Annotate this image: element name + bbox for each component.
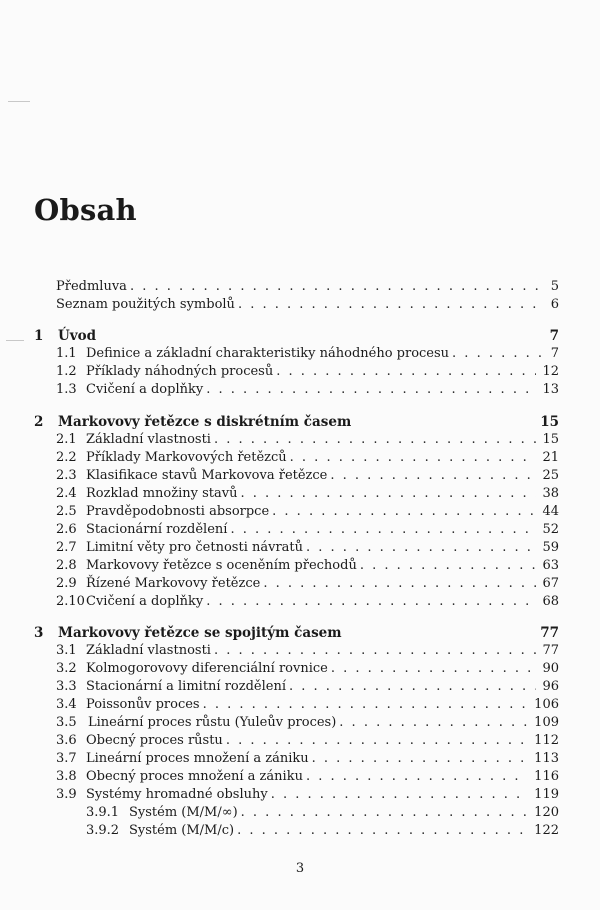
section-title: Kolmogorovovy diferenciální rovnice bbox=[86, 661, 328, 676]
section-title: Cvičení a doplňky bbox=[86, 594, 204, 609]
scan-artifact-line bbox=[6, 340, 24, 341]
section-page: 67 bbox=[542, 576, 559, 591]
section-title: Stacionární rozdělení bbox=[86, 522, 228, 537]
toc-section-3-9[interactable] bbox=[56, 787, 559, 805]
toc-section-3-6[interactable] bbox=[56, 733, 559, 751]
section-page: 25 bbox=[542, 468, 559, 483]
section-page: 96 bbox=[542, 679, 559, 694]
scan-artifact-line bbox=[8, 101, 30, 102]
toc-section-2-1[interactable] bbox=[56, 432, 559, 450]
page-title: Obsah bbox=[34, 193, 137, 227]
chapter-page: 77 bbox=[540, 625, 559, 641]
section-title: Cvičení a doplňky bbox=[86, 382, 204, 397]
dot-leader bbox=[130, 279, 545, 294]
section-title: Definice a základní charakteristiky náhodného procesu bbox=[86, 346, 450, 361]
section-title: Řízené Markovovy řetězce bbox=[86, 576, 261, 591]
toc-section-2-4[interactable] bbox=[56, 486, 559, 504]
subsection-number: 3.9.2 bbox=[86, 823, 120, 838]
dot-leader bbox=[206, 382, 536, 397]
toc-section-3-1[interactable] bbox=[56, 643, 559, 661]
dot-leader bbox=[312, 751, 529, 766]
section-title: Základní vlastnosti bbox=[86, 643, 211, 658]
section-number: 3.4 bbox=[56, 697, 77, 712]
toc-section-2-10[interactable] bbox=[56, 594, 559, 612]
chapter-page: 15 bbox=[540, 414, 559, 430]
section-page: 12 bbox=[542, 364, 559, 379]
section-page: 13 bbox=[542, 382, 559, 397]
section-title: Příklady Markovových řetězců bbox=[86, 450, 287, 465]
section-page: 21 bbox=[542, 450, 559, 465]
section-title: Základní vlastnosti bbox=[86, 432, 211, 447]
dot-leader bbox=[240, 486, 536, 501]
section-number: 2.4 bbox=[56, 486, 77, 501]
section-title: Lineární proces množení a zániku bbox=[86, 751, 309, 766]
section-page: 68 bbox=[542, 594, 559, 609]
toc-subsection-3-9-2[interactable] bbox=[86, 823, 559, 841]
dot-leader bbox=[263, 576, 536, 591]
chapter-number: 1 bbox=[34, 328, 44, 344]
section-number: 1.1 bbox=[56, 346, 77, 361]
toc-chapter-2[interactable] bbox=[34, 414, 559, 432]
dot-leader bbox=[306, 769, 528, 784]
toc-chapter-1[interactable] bbox=[34, 328, 559, 346]
section-number: 3.2 bbox=[56, 661, 77, 676]
dot-leader bbox=[206, 594, 536, 609]
toc-section-2-8[interactable] bbox=[56, 558, 559, 576]
section-page: 116 bbox=[534, 769, 559, 784]
toc-section-2-9[interactable] bbox=[56, 576, 559, 594]
section-number: 3.5 bbox=[56, 715, 77, 730]
section-page: 90 bbox=[542, 661, 559, 676]
section-title: Rozklad množiny stavů bbox=[86, 486, 238, 501]
section-number: 2.1 bbox=[56, 432, 77, 447]
subsection-page: 120 bbox=[534, 805, 559, 820]
toc-section-2-6[interactable] bbox=[56, 522, 559, 540]
section-number: 2.8 bbox=[56, 558, 77, 573]
dot-leader bbox=[238, 297, 545, 312]
dot-leader bbox=[237, 823, 528, 838]
section-number: 2.3 bbox=[56, 468, 77, 483]
subsection-page: 122 bbox=[534, 823, 559, 838]
toc-section-2-2[interactable] bbox=[56, 450, 559, 468]
section-page: 109 bbox=[534, 715, 559, 730]
section-title: Limitní věty pro četnosti návratů bbox=[86, 540, 304, 555]
section-title: Příklady náhodných procesů bbox=[86, 364, 274, 379]
toc-section-2-3[interactable] bbox=[56, 468, 559, 486]
toc-subsection-3-9-1[interactable] bbox=[86, 805, 559, 823]
section-page: 59 bbox=[542, 540, 559, 555]
chapter-page: 7 bbox=[549, 328, 559, 344]
dot-leader bbox=[214, 432, 536, 447]
section-title: Systémy hromadné obsluhy bbox=[86, 787, 268, 802]
dot-leader bbox=[226, 733, 528, 748]
dot-leader bbox=[214, 643, 536, 658]
subsection-title: Systém (M/M/∞) bbox=[129, 805, 238, 820]
toc-chapter-3[interactable] bbox=[34, 625, 559, 643]
toc-entry-page: 5 bbox=[550, 279, 559, 294]
section-page: 52 bbox=[542, 522, 559, 537]
subsection-title: Systém (M/M/c) bbox=[129, 823, 235, 838]
section-number: 2.7 bbox=[56, 540, 77, 555]
toc-section-3-4[interactable] bbox=[56, 697, 559, 715]
toc-section-1-2[interactable] bbox=[56, 364, 559, 382]
section-number: 3.3 bbox=[56, 679, 77, 694]
dot-leader bbox=[272, 504, 536, 519]
page-number: 3 bbox=[295, 861, 305, 876]
toc-entry-symbols[interactable] bbox=[56, 297, 559, 315]
dot-leader bbox=[241, 805, 529, 820]
toc-entry-title: Předmluva bbox=[56, 279, 127, 294]
toc-section-3-8[interactable] bbox=[56, 769, 559, 787]
dot-leader bbox=[330, 468, 536, 483]
section-page: 7 bbox=[550, 346, 559, 361]
dot-leader bbox=[452, 346, 545, 361]
section-number: 1.3 bbox=[56, 382, 77, 397]
section-page: 119 bbox=[534, 787, 559, 802]
chapter-number: 3 bbox=[34, 625, 44, 641]
section-title: Markovovy řetězce s oceněním přechodů bbox=[86, 558, 357, 573]
toc-section-3-2[interactable] bbox=[56, 661, 559, 679]
dot-leader bbox=[290, 450, 537, 465]
section-title: Klasifikace stavů Markovova řetězce bbox=[86, 468, 328, 483]
dot-leader bbox=[331, 661, 537, 676]
chapter-title: Markovovy řetězce se spojitým časem bbox=[58, 625, 342, 641]
section-page: 112 bbox=[534, 733, 559, 748]
section-page: 44 bbox=[542, 504, 559, 519]
section-page: 77 bbox=[542, 643, 559, 658]
section-title: Obecný proces množení a zániku bbox=[86, 769, 303, 784]
section-page: 113 bbox=[534, 751, 559, 766]
section-number: 2.5 bbox=[56, 504, 77, 519]
dot-leader bbox=[306, 540, 536, 555]
section-number: 2.6 bbox=[56, 522, 77, 537]
toc-entry-preface[interactable] bbox=[56, 279, 559, 297]
section-number: 3.6 bbox=[56, 733, 77, 748]
section-title: Poissonův proces bbox=[86, 697, 200, 712]
section-title: Lineární proces růstu (Yuleův proces) bbox=[88, 715, 337, 730]
section-number: 2.10 bbox=[56, 594, 85, 609]
section-number: 3.1 bbox=[56, 643, 77, 658]
toc-section-3-3[interactable] bbox=[56, 679, 559, 697]
section-title: Stacionární a limitní rozdělení bbox=[86, 679, 287, 694]
subsection-number: 3.9.1 bbox=[86, 805, 120, 820]
section-page: 63 bbox=[542, 558, 559, 573]
toc-section-3-5[interactable] bbox=[56, 715, 559, 733]
section-title: Pravděpodobnosti absorpce bbox=[86, 504, 270, 519]
dot-leader bbox=[271, 787, 528, 802]
dot-leader bbox=[360, 558, 537, 573]
toc-entry-page: 6 bbox=[550, 297, 559, 312]
chapter-title: Úvod bbox=[58, 328, 97, 344]
dot-leader bbox=[203, 697, 529, 712]
chapter-number: 2 bbox=[34, 414, 44, 430]
section-number: 2.2 bbox=[56, 450, 77, 465]
section-number: 3.8 bbox=[56, 769, 77, 784]
toc-entry-title: Seznam použitých symbolů bbox=[56, 297, 235, 312]
toc-section-1-3[interactable] bbox=[56, 382, 559, 400]
toc-section-1-1[interactable] bbox=[56, 346, 559, 364]
dot-leader bbox=[289, 679, 536, 694]
section-page: 38 bbox=[542, 486, 559, 501]
dot-leader bbox=[276, 364, 536, 379]
section-number: 3.7 bbox=[56, 751, 77, 766]
section-number: 3.9 bbox=[56, 787, 77, 802]
section-title: Obecný proces růstu bbox=[86, 733, 223, 748]
toc-section-2-5[interactable] bbox=[56, 504, 559, 522]
toc-section-2-7[interactable] bbox=[56, 540, 559, 558]
dot-leader bbox=[339, 715, 528, 730]
section-number: 2.9 bbox=[56, 576, 77, 591]
chapter-title: Markovovy řetězce s diskrétním časem bbox=[58, 414, 352, 430]
toc-section-3-7[interactable] bbox=[56, 751, 559, 769]
section-page: 106 bbox=[534, 697, 559, 712]
section-number: 1.2 bbox=[56, 364, 77, 379]
dot-leader bbox=[230, 522, 536, 537]
section-page: 15 bbox=[542, 432, 559, 447]
